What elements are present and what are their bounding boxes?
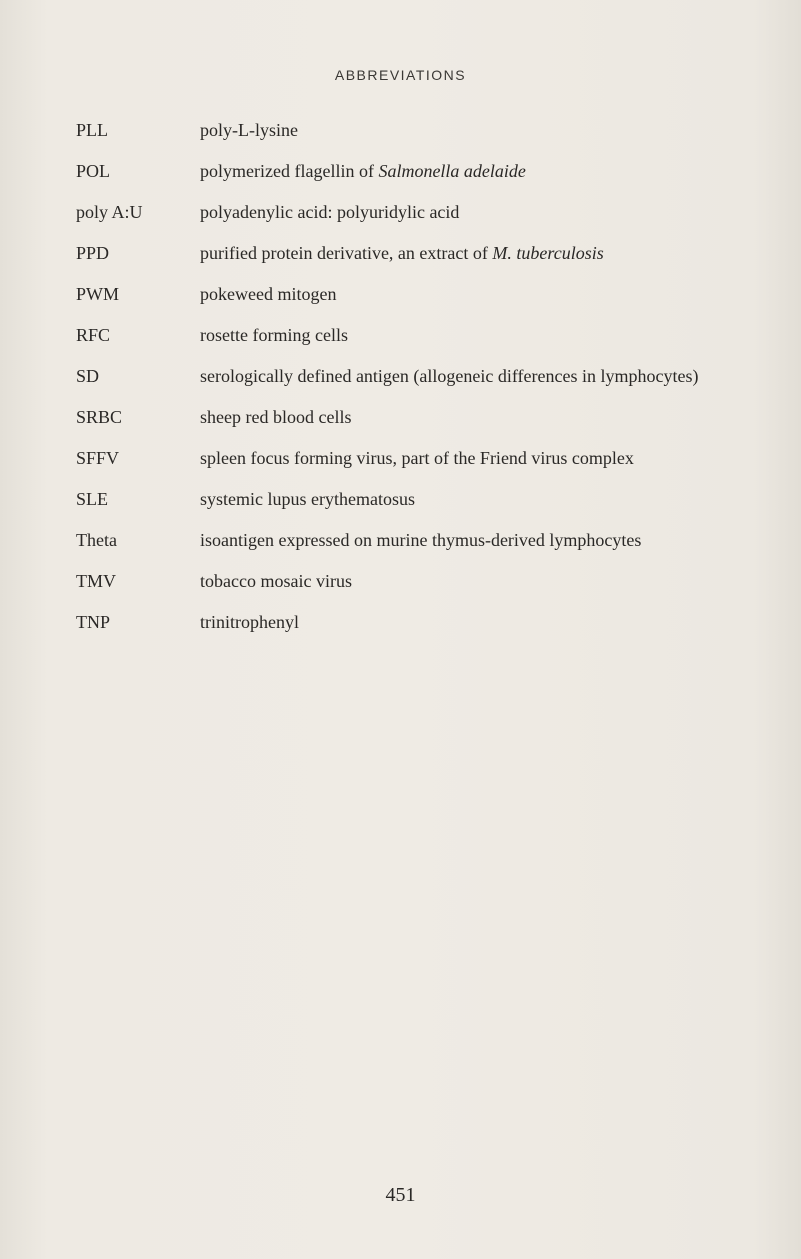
abbreviation-definition (200, 610, 760, 635)
abbreviation-definition (200, 323, 760, 348)
abbreviation-definition (200, 528, 760, 553)
abbreviation-definition (200, 159, 760, 184)
definition-text: rosette forming cells (200, 325, 348, 345)
list-item (0, 159, 801, 184)
definition-text: pokeweed mitogen (200, 284, 337, 304)
abbreviation-definition (200, 241, 760, 266)
list-item (0, 200, 801, 225)
definition-text: systemic lupus erythematosus (200, 489, 415, 509)
abbreviation-definition (200, 405, 760, 430)
definition-text: serologically defined antigen (allogeneic differences in lymphocytes) (200, 366, 699, 386)
abbreviation-term: SRBC (76, 407, 123, 427)
abbreviation-definition (200, 118, 760, 143)
abbreviation-term: Theta (76, 530, 117, 550)
abbreviation-definition (200, 364, 760, 389)
abbreviation-term: SFFV (76, 448, 120, 468)
definition-text: polyadenylic acid: polyuridylic acid (200, 202, 460, 222)
list-item (0, 528, 801, 553)
definition-text: isoantigen expressed on murine thymus-derived lymphocytes (200, 530, 642, 550)
definition-text: purified protein derivative, an extract of (200, 243, 493, 263)
list-item (0, 610, 801, 635)
list-item (0, 405, 801, 430)
abbreviation-term: TNP (76, 612, 111, 632)
page-number: 451 (385, 1184, 416, 1206)
definition-text: polymerized flagellin of (200, 161, 379, 181)
definition-text: tobacco mosaic virus (200, 571, 352, 591)
definition-italic-text: M. tuberculosis (492, 243, 604, 263)
definition-italic-text: Salmonella adelaide (378, 161, 526, 181)
abbreviation-term: TMV (76, 571, 116, 591)
abbreviation-definition (200, 282, 760, 307)
list-item (0, 118, 801, 143)
list-item (0, 241, 801, 266)
definition-text: trinitrophenyl (200, 612, 299, 632)
list-item (0, 323, 801, 348)
list-item (0, 487, 801, 512)
list-item (0, 569, 801, 594)
abbreviation-term: RFC (76, 325, 111, 345)
abbreviations-list (0, 118, 801, 651)
abbreviation-definition (200, 446, 760, 471)
abbreviation-definition (200, 200, 760, 225)
abbreviation-term: PLL (76, 120, 109, 140)
list-item (0, 446, 801, 471)
definition-text: poly-L-lysine (200, 120, 298, 140)
list-item (0, 364, 801, 389)
abbreviation-term: PPD (76, 243, 110, 263)
definition-text: spleen focus forming virus, part of the Friend virus complex (200, 448, 634, 468)
abbreviation-term: PWM (76, 284, 120, 304)
abbreviation-definition (200, 569, 760, 594)
list-item (0, 282, 801, 307)
abbreviation-term: SLE (76, 489, 109, 509)
abbreviation-term: poly A:U (76, 202, 143, 222)
definition-text: sheep red blood cells (200, 407, 352, 427)
abbreviation-term: POL (76, 161, 111, 181)
page-header: ABBREVIATIONS (334, 67, 467, 83)
abbreviation-term: SD (76, 366, 100, 386)
abbreviation-definition (200, 487, 760, 512)
